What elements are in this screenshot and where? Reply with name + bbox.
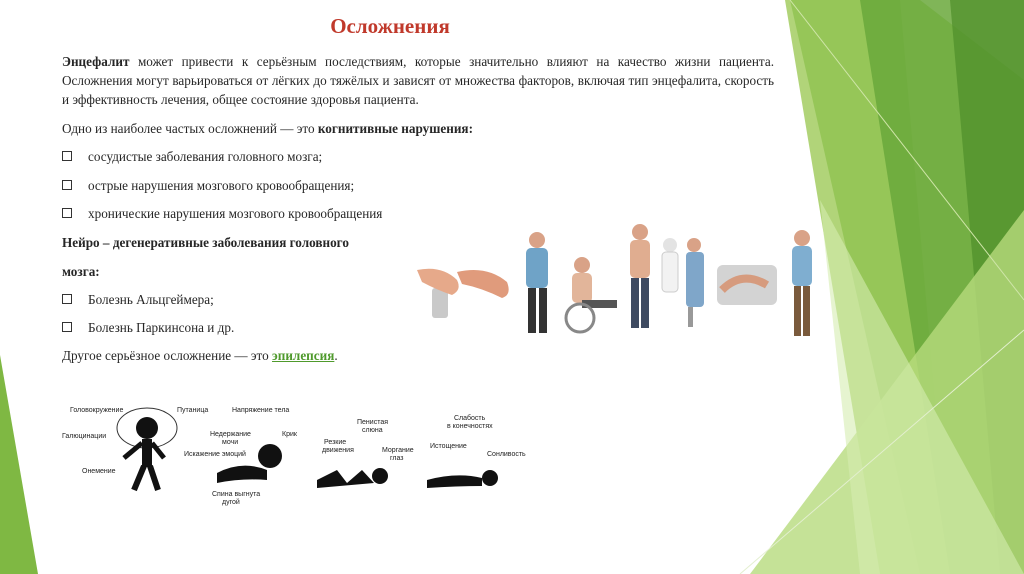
hand-cup-icon <box>417 269 459 318</box>
other-paragraph <box>62 348 338 364</box>
back-arched-label-1: Спина выгнута <box>212 491 261 498</box>
epilepsy-link[interactable]: эпилепсия <box>272 348 335 363</box>
cognitive-paragraph <box>62 121 473 137</box>
old-man-figure-icon <box>526 232 548 333</box>
resting-figure-icon <box>427 470 498 488</box>
blinking-label-2: глаз <box>390 455 404 462</box>
neuro-heading-line1: Нейро – дегенеративные заболевания головного <box>62 235 349 250</box>
weakness-label-2: в конечностях <box>447 423 493 430</box>
checkbox-bullet-icon <box>62 180 72 190</box>
list-item: хронические нарушения мозгового кровообращения <box>62 206 382 222</box>
confusion-label: Путаница <box>177 407 209 414</box>
checkbox-bullet-icon <box>62 322 72 332</box>
sharp-movements-label-2: движения <box>322 447 354 454</box>
exhaustion-label: Истощение <box>430 443 467 450</box>
other-text: Другое серьёзное осложнение — это <box>62 348 273 363</box>
intro-bold: Энцефалит <box>62 54 130 69</box>
list-item: Болезнь Альцгеймера; <box>62 292 214 308</box>
seizure-figure-icon <box>217 444 282 483</box>
cognitive-text: Одно из наиболее частых осложнений — это <box>62 121 318 136</box>
hallucinations-label: Галюцинации <box>62 433 107 440</box>
blinking-label-1: Моргание <box>382 447 414 454</box>
other-tail: . <box>334 348 338 363</box>
body-tension-label: Напряжение тела <box>232 407 290 414</box>
hands-closeup-icon <box>717 265 777 305</box>
elderly-couple-icon <box>662 238 704 327</box>
checkbox-bullet-icon <box>62 151 72 161</box>
neuro-heading-line2: мозга: <box>62 264 100 279</box>
cognitive-tail: : <box>468 121 473 136</box>
numbness-label: Онемение <box>82 468 116 475</box>
list-item: острые нарушения мозгового кровообращения; <box>62 178 354 194</box>
foam-label-1: Пенистая <box>357 419 389 426</box>
aura-figure-icon <box>117 408 177 490</box>
intro-paragraph <box>62 52 774 110</box>
elderly-patients-illustration <box>412 210 832 345</box>
convulsion-figure-icon <box>317 468 388 488</box>
hand-icon <box>457 270 509 298</box>
distorted-emotions-label: Искажение эмоций <box>184 451 246 458</box>
list-item: Болезнь Паркинсона и др. <box>62 320 234 336</box>
man-figure-icon <box>630 224 650 328</box>
incontinence-label-1: Недержание <box>210 431 251 438</box>
drowsiness-label: Сонливость <box>487 451 526 458</box>
incontinence-label-2: мочи <box>222 439 239 446</box>
checkbox-bullet-icon <box>62 208 72 218</box>
epilepsy-symptoms-illustration <box>62 398 532 508</box>
checkbox-bullet-icon <box>62 294 72 304</box>
foam-label-2: слюна <box>362 427 383 434</box>
cognitive-bold: когнитивные нарушения <box>317 121 469 136</box>
sharp-movements-label-1: Резкие <box>324 439 347 446</box>
back-arched-label-2: дугой <box>222 499 240 506</box>
man-with-cane-icon <box>792 230 812 336</box>
slide-title: Осложнения <box>330 14 450 38</box>
list-item: сосудистые заболевания головного мозга; <box>62 149 322 165</box>
intro-text: может привести к серьёзным последствиям, которые значительно влияют на качество жизни пациента. Осложнения могут варьироваться от лёгких до тяжёлых и зависят от множества факторов, включая тип энцефалита, скорость и эффективность лечения, общее состояние здоровья пациента. <box>62 54 774 108</box>
scream-label: Крик <box>282 431 297 438</box>
wheelchair-figure-icon <box>566 257 617 332</box>
weakness-label-1: Слабость <box>454 415 486 422</box>
dizziness-label: Головокружение <box>70 407 124 414</box>
